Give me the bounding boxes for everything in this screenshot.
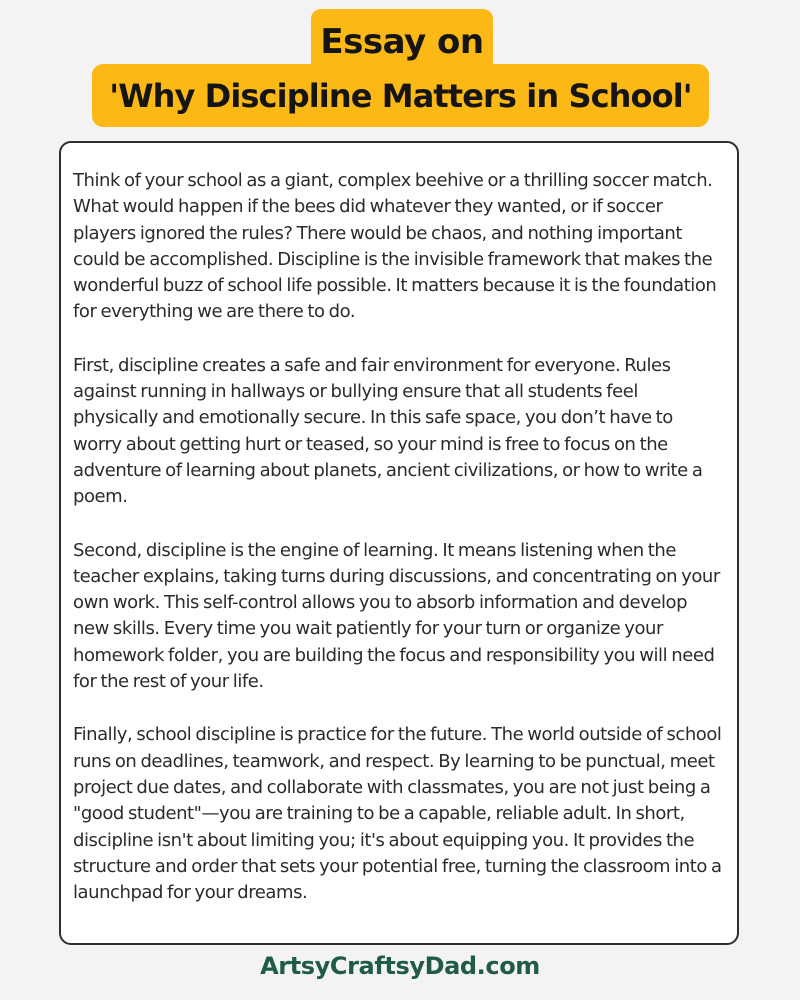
essay-paragraph-1: Think of your school as a giant, complex beehive or a thrilling soccer match. What would happen if the bees did whatever they wanted, or if soccer players ignored the rules? There would be chaos, and nothing important could be accomplished. Discipline is the invisible framework that makes the wonderful buzz of school life possible. It matters because it is the foundation for everything we are there to do. [73,170,717,323]
essay-paragraph-3: Second, discipline is the engine of learning. It means listening when the teacher explains, taking turns during discussions, and concentrating on your own work. This self-control allows you to absorb information and develop new skills. Every time you wait patiently for your turn or organize your homework folder, you are building the focus and responsibility you will need for the rest of your life. [73,539,720,693]
title-line-1: Essay on [311,9,493,75]
essay-box [59,141,739,945]
website-footer: ArtsyCraftsyDad.com [260,952,540,980]
title-line-2: 'Why Discipline Matters in School' [92,64,709,127]
essay-paragraph-4: Finally, school discipline is practice for the future. The world outside of school runs on deadlines, teamwork, and respect. By learning to be punctual, meet project due dates, and collaborate with classmates, you are not just being a "good student"—you are training to be a capable, reliable adult. In short, discipline isn't about limiting you; it's about equipping you. It provides the structure and order that sets your potential free, turning the classroom into a launchpad for your dreams. [73,724,722,904]
essay-paragraph-2: First, discipline creates a safe and fair environment for everyone. Rules against running in hallways or bullying ensure that all students feel physically and emotionally secure. In this safe space, you don’t have to worry about getting hurt or teased, so your mind is free to focus on the adventure of learning about planets, ancient civilizations, or how to write a poem. [73,354,703,508]
